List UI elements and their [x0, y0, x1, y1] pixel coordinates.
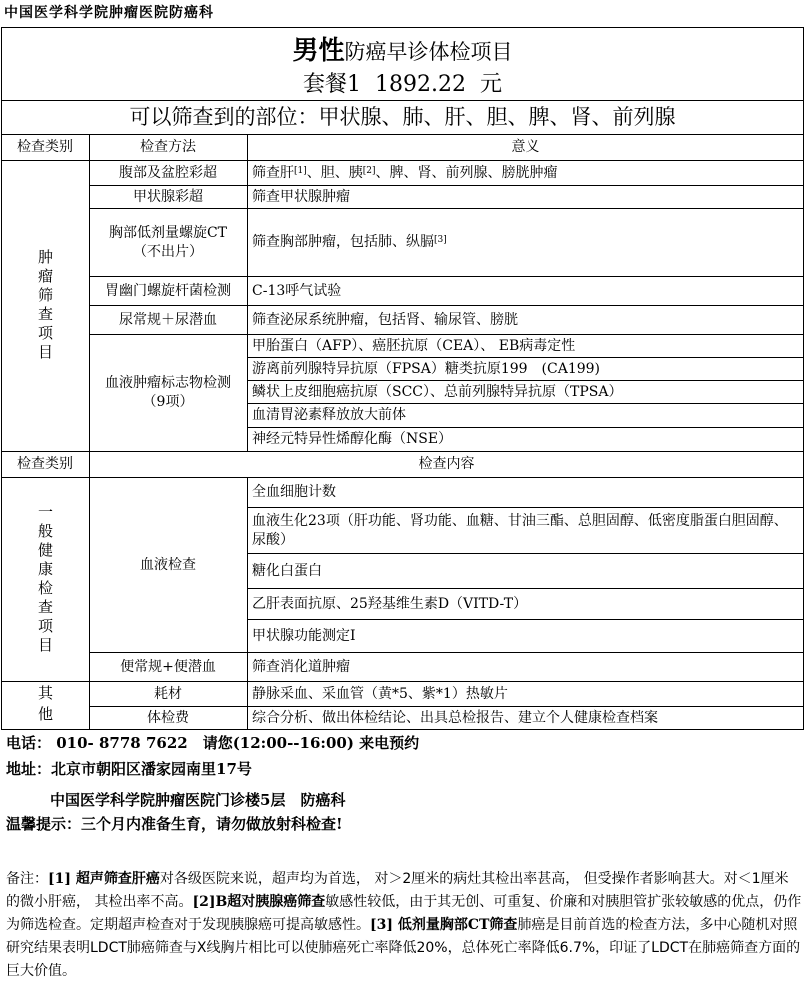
- category-tumor-screening-label: 肿瘤筛查项目: [36, 249, 54, 363]
- label-consumables: 耗材: [154, 685, 182, 702]
- ref-mark: [2]: [362, 165, 376, 176]
- hospital-header: 中国医学科学院肿瘤医院防癌科: [4, 5, 214, 21]
- content-stool-test: 筛查消化道肿瘤: [252, 658, 350, 675]
- method-chest-ct: [89, 209, 247, 276]
- blood-test-item: 全血细胞计数: [252, 484, 336, 500]
- category-general-checkup-label: 一般健康检查项目: [36, 503, 54, 656]
- marker-item: 血清胃泌素释放放大前体: [252, 407, 406, 423]
- meaning-part: 、胆、胰: [306, 164, 363, 181]
- method-blood-test: 血液检查: [140, 556, 196, 573]
- blood-test-item: 甲状腺功能测定I: [252, 627, 356, 644]
- category-general-checkup: [1, 478, 89, 681]
- method-hp-test: 胃幽门螺旋杆菌检测: [105, 282, 231, 299]
- col-header-category: 检查类别: [17, 139, 73, 155]
- footnote: [6, 868, 802, 983]
- contact-location: 中国医学科学院肿瘤医院门诊楼5层 防癌科: [50, 791, 346, 809]
- meaning-part: 筛查胸部肿瘤，包括肺、纵膈: [252, 234, 434, 250]
- blood-test-item: 糖化白蛋白: [252, 562, 322, 579]
- col-header-meaning: 意义: [511, 139, 540, 155]
- method-chest-ct-line2: （不出片）: [133, 243, 203, 260]
- note-ref3-text: 肺癌是目前首选的检查方法，多中心随机对照研究结果表明LDCT肺癌筛查与X线胸片相比可以使肺癌死亡率降低20%，总体死亡率降低6.7%，印证了LDCT在肺癌筛查方面的巨大价值。: [6, 917, 801, 979]
- col-header-method: 检查方法: [140, 139, 196, 155]
- method-stool-test: 便常规+便潜血: [120, 658, 216, 675]
- divider: [247, 478, 248, 730]
- page-title: [1, 33, 804, 69]
- method-thyroid-ultrasound: 甲状腺彩超: [133, 188, 203, 205]
- blood-test-item: 乙肝表面抗原、25羟基维生素D（VITD-T）: [252, 595, 528, 612]
- package-label: 套餐1: [303, 72, 361, 97]
- method-chest-ct-line1: 胸部低剂量螺旋CT: [108, 224, 228, 241]
- meaning-part: 、脾、肾、前列腺、膀胱肿瘤: [375, 164, 558, 181]
- meaning-part: 筛查肝: [252, 164, 294, 181]
- price-value: 1892.22: [375, 72, 466, 97]
- method-blood-markers-line1: 血液肿瘤标志物检测: [105, 375, 231, 391]
- category-tumor-screening: [1, 161, 89, 451]
- warm-tip: 温馨提示：三个月内准备生育，请勿做放射科检查!: [6, 815, 343, 833]
- meaning-abdomen-ultrasound: [247, 161, 804, 185]
- divider: [89, 135, 90, 730]
- category-other-label: 其他: [36, 685, 54, 727]
- contact-phone: 电话： 010- 8778 7622 请您(12:00--16:00) 来电预约: [6, 734, 420, 752]
- marker-item: 甲胎蛋白（AFP）、癌胚抗原（CEA）、 EB病毒定性: [252, 337, 576, 354]
- col-header-category-2: 检查类别: [17, 456, 73, 472]
- package-price: [1, 70, 804, 100]
- method-abdomen-ultrasound: 腹部及盆腔彩超: [119, 164, 217, 181]
- note-prefix: 备注：: [6, 871, 48, 887]
- label-checkup-fee: 体检费: [147, 710, 189, 726]
- title-gender: 男性: [292, 36, 345, 66]
- note-ref1-label: [1] 超声筛查肝癌: [48, 871, 160, 887]
- marker-item: 鳞状上皮细胞癌抗原（SCC）、总前列腺特异抗原（TPSA）: [252, 383, 623, 400]
- title-name: 防癌早诊体检项目: [344, 40, 513, 64]
- meaning-hp-test: C-13呼气试验: [252, 282, 342, 299]
- method-blood-markers-line2: （9项）: [142, 394, 194, 410]
- category-other: [1, 682, 89, 730]
- note-ref2-label: [2]B超对胰腺癌筛查: [192, 894, 326, 910]
- note-ref1-text: 对各级医院来说，超声均为首选， 对＞2厘米的病灶其检出率甚高， 但受操作者影响甚大。对＜1厘米的微小肝癌， 其检出率不高。: [6, 871, 789, 910]
- note-ref3-label: [3] 低剂量胸部CT筛查: [370, 917, 518, 933]
- ref-mark: [1]: [294, 165, 307, 176]
- contact-address: 地址：北京市朝阳区潘家园南里17号: [6, 760, 252, 778]
- marker-item: 游离前列腺特异抗原（FPSA）糖类抗原199 (CA199): [252, 360, 601, 377]
- blood-test-item: 血液生化23项（肝功能、肾功能、血糖、甘油三酯、总胆固醇、低密度脂蛋白胆固醇、尿酸）: [252, 512, 788, 548]
- ref-mark: [3]: [434, 235, 447, 245]
- meaning-chest-ct: [247, 209, 804, 276]
- content-consumables: 静脉采血、采血管（黄*5、紫*1）热敏片: [252, 685, 508, 702]
- divider: [247, 135, 248, 452]
- method-urine: 尿常规＋尿潜血: [119, 311, 217, 328]
- col-header-content: 检查内容: [418, 456, 475, 472]
- price-currency: 元: [479, 72, 502, 97]
- content-checkup-fee: 综合分析、做出体检结论、出具总检报告、建立个人健康检查档案: [252, 710, 658, 726]
- screening-sites: 可以筛查到的部位：甲状腺、肺、肝、胆、脾、肾、前列腺: [129, 105, 676, 129]
- meaning-urine: 筛查泌尿系统肿瘤，包括肾、输尿管、膀胱: [252, 311, 518, 328]
- method-blood-markers: [89, 335, 247, 451]
- meaning-thyroid-ultrasound: 筛查甲状腺肿瘤: [252, 188, 350, 205]
- marker-item: 神经元特异性烯醇化酶（NSE）: [252, 431, 453, 447]
- note-ref2-text: 敏感性较低，由于其无创、可重复、价廉和对胰胆管扩张较敏感的优点，仍作为筛选检查。定期超声检查对于发现胰腺癌可提高敏感性。: [6, 894, 802, 933]
